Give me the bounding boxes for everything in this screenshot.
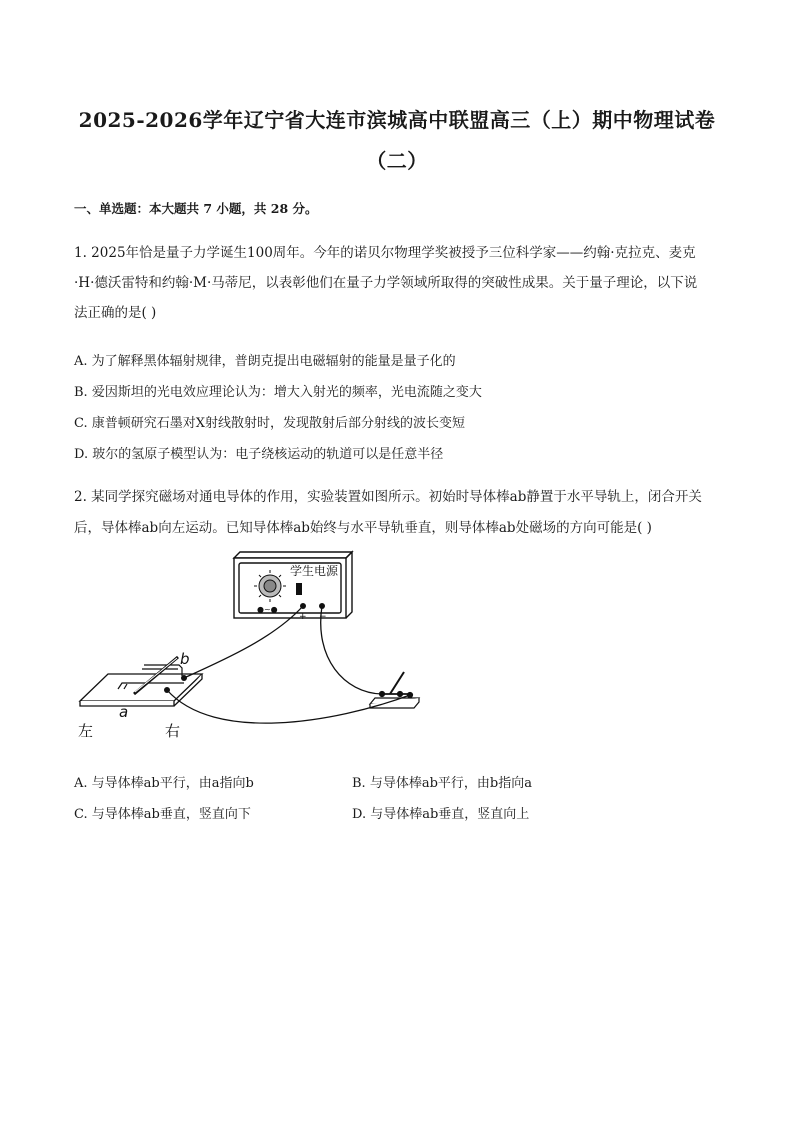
q2-option-d[interactable]: D. 与导体棒ab垂直，竖直向上 bbox=[352, 807, 530, 822]
q1-option-a[interactable]: A. 为了解释黑体辐射规律，普朗克提出电磁辐射的能量是量子化的 bbox=[74, 354, 456, 369]
page-title-line2: （二） bbox=[366, 149, 428, 173]
switch bbox=[370, 672, 419, 708]
section-heading: 一、单选题：本大题共 7 小题，共 28 分。 bbox=[74, 201, 318, 216]
q1-option-c[interactable]: C. 康普顿研究石墨对X射线散射时，发现散射后部分射线的波长变短 bbox=[74, 416, 466, 431]
experiment-figure bbox=[74, 548, 434, 748]
q2-stem-line1: 2. 某同学探究磁场对通电导体的作用，实验装置如图所示。初始时导体棒ab静置于水平导轨上，闭合开关 bbox=[74, 489, 702, 505]
page-title: 2025-2026学年辽宁省大连市滨城高中联盟高三（上）期中物理试卷 bbox=[78, 108, 716, 132]
q2-option-a[interactable]: A. 与导体棒ab平行，由a指向b bbox=[74, 776, 254, 791]
q1-stem-line2: ·H·德沃雷特和约翰·M·马蒂尼，以表彰他们在量子力学领域所取得的突破性成果。关于量子理论，以下说 bbox=[74, 275, 698, 291]
indicator bbox=[296, 583, 302, 595]
q2-option-b[interactable]: B. 与导体棒ab平行，由b指向a bbox=[352, 776, 532, 791]
label-a: a bbox=[119, 703, 129, 721]
label-left: 左 bbox=[78, 722, 94, 740]
q1-option-d[interactable]: D. 玻尔的氢原子模型认为：电子绕核运动的轨道可以是任意半径 bbox=[74, 447, 444, 462]
q2-stem-line2: 后，导体棒ab向左运动。已知导体棒ab始终与水平导轨垂直，则导体棒ab处磁场的方向可能是( ) bbox=[74, 520, 652, 536]
q2-option-c[interactable]: C. 与导体棒ab垂直，竖直向下 bbox=[74, 807, 251, 822]
q1-stem-line1: 1. 2025年恰是量子力学诞生100周年。今年的诺贝尔物理学奖被授予三位科学家——约翰·克拉克、麦克 bbox=[74, 245, 696, 261]
label-right: 右 bbox=[165, 722, 181, 740]
q1-stem-line3: 法正确的是( ) bbox=[74, 305, 157, 321]
power-label: 学生电源 bbox=[290, 564, 339, 578]
minus-sign: − bbox=[319, 612, 327, 622]
ac-terminal-label: ●~● bbox=[257, 605, 278, 614]
plus-sign: + bbox=[299, 612, 307, 622]
power-supply bbox=[234, 552, 352, 618]
label-b: b bbox=[180, 650, 190, 668]
q1-option-b[interactable]: B. 爱因斯坦的光电效应理论认为：增大入射光的频率，光电流随之变大 bbox=[74, 385, 482, 400]
